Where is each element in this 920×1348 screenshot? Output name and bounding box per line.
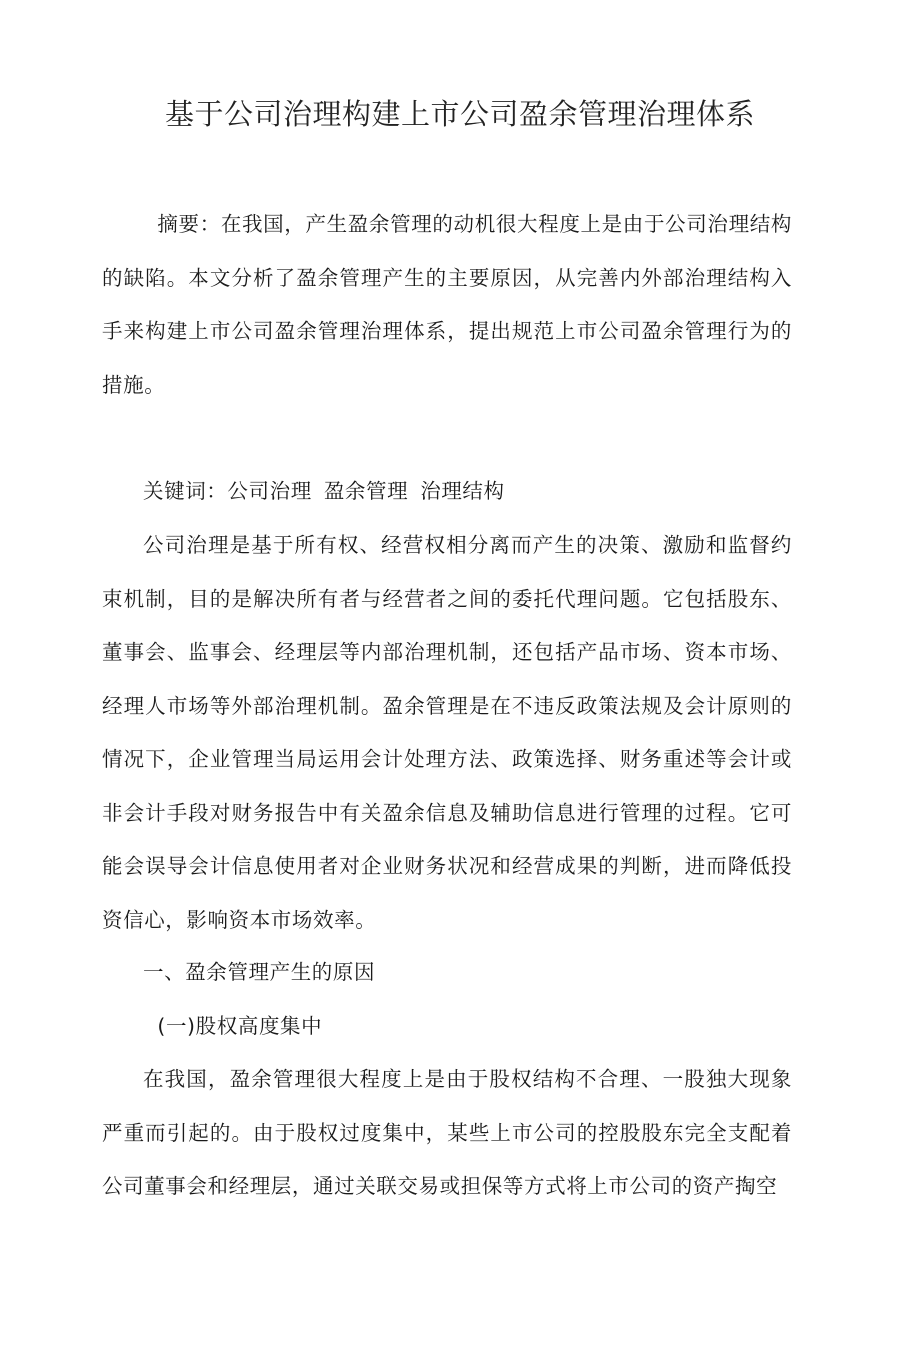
keywords-label: 关键词： (143, 479, 228, 503)
keyword-item: 治理结构 (420, 479, 505, 503)
body-paragraph: 在我国，盈余管理很大程度上是由于股权结构不合理、一股独大现象严重而引起的。由于股权过度集中，某些上市公司的控股股东完全支配着公司董事会和经理层，通过关联交易或担保等方式将上市公司的资产掏空 (102, 1067, 792, 1198)
intro-paragraph: 公司治理是基于所有权、经营权相分离而产生的决策、激励和监督约束机制，目的是解决所有者与经营者之间的委托代理问题。它包括股东、董事会、监事会、经理层等内部治理机制，还包括产品市场、资本市场、经理人市场等外部治理机制。盈余管理是在不违反政策法规及会计原则的情况下，企业管理当局运用会计处理方法、政策选择、财务重述等会计或非会计手段对财务报告中有关盈余信息及辅助信息进行管理的过程。它可能会误导会计信息使用者对企业财务状况和经营成果的判断，进而降低投资信心，影响资本市场效率。 (102, 533, 792, 932)
subsection-heading: (一)股权高度集中 (157, 1014, 323, 1038)
section-heading: 一、盈余管理产生的原因 (143, 960, 376, 984)
document-title: 基于公司治理构建上市公司盈余管理治理体系 (164, 97, 755, 131)
keyword-item: 盈余管理 (323, 479, 409, 503)
keywords-line (102, 465, 792, 519)
keyword-item: 公司治理 (227, 479, 312, 503)
abstract-paragraph: 摘要：在我国，产生盈余管理的动机很大程度上是由于公司治理结构的缺陷。本文分析了盈余管理产生的主要原因，从完善内外部治理结构入手来构建上市公司盈余管理治理体系，提出规范上市公司盈余管理行为的措施。 (102, 212, 792, 397)
